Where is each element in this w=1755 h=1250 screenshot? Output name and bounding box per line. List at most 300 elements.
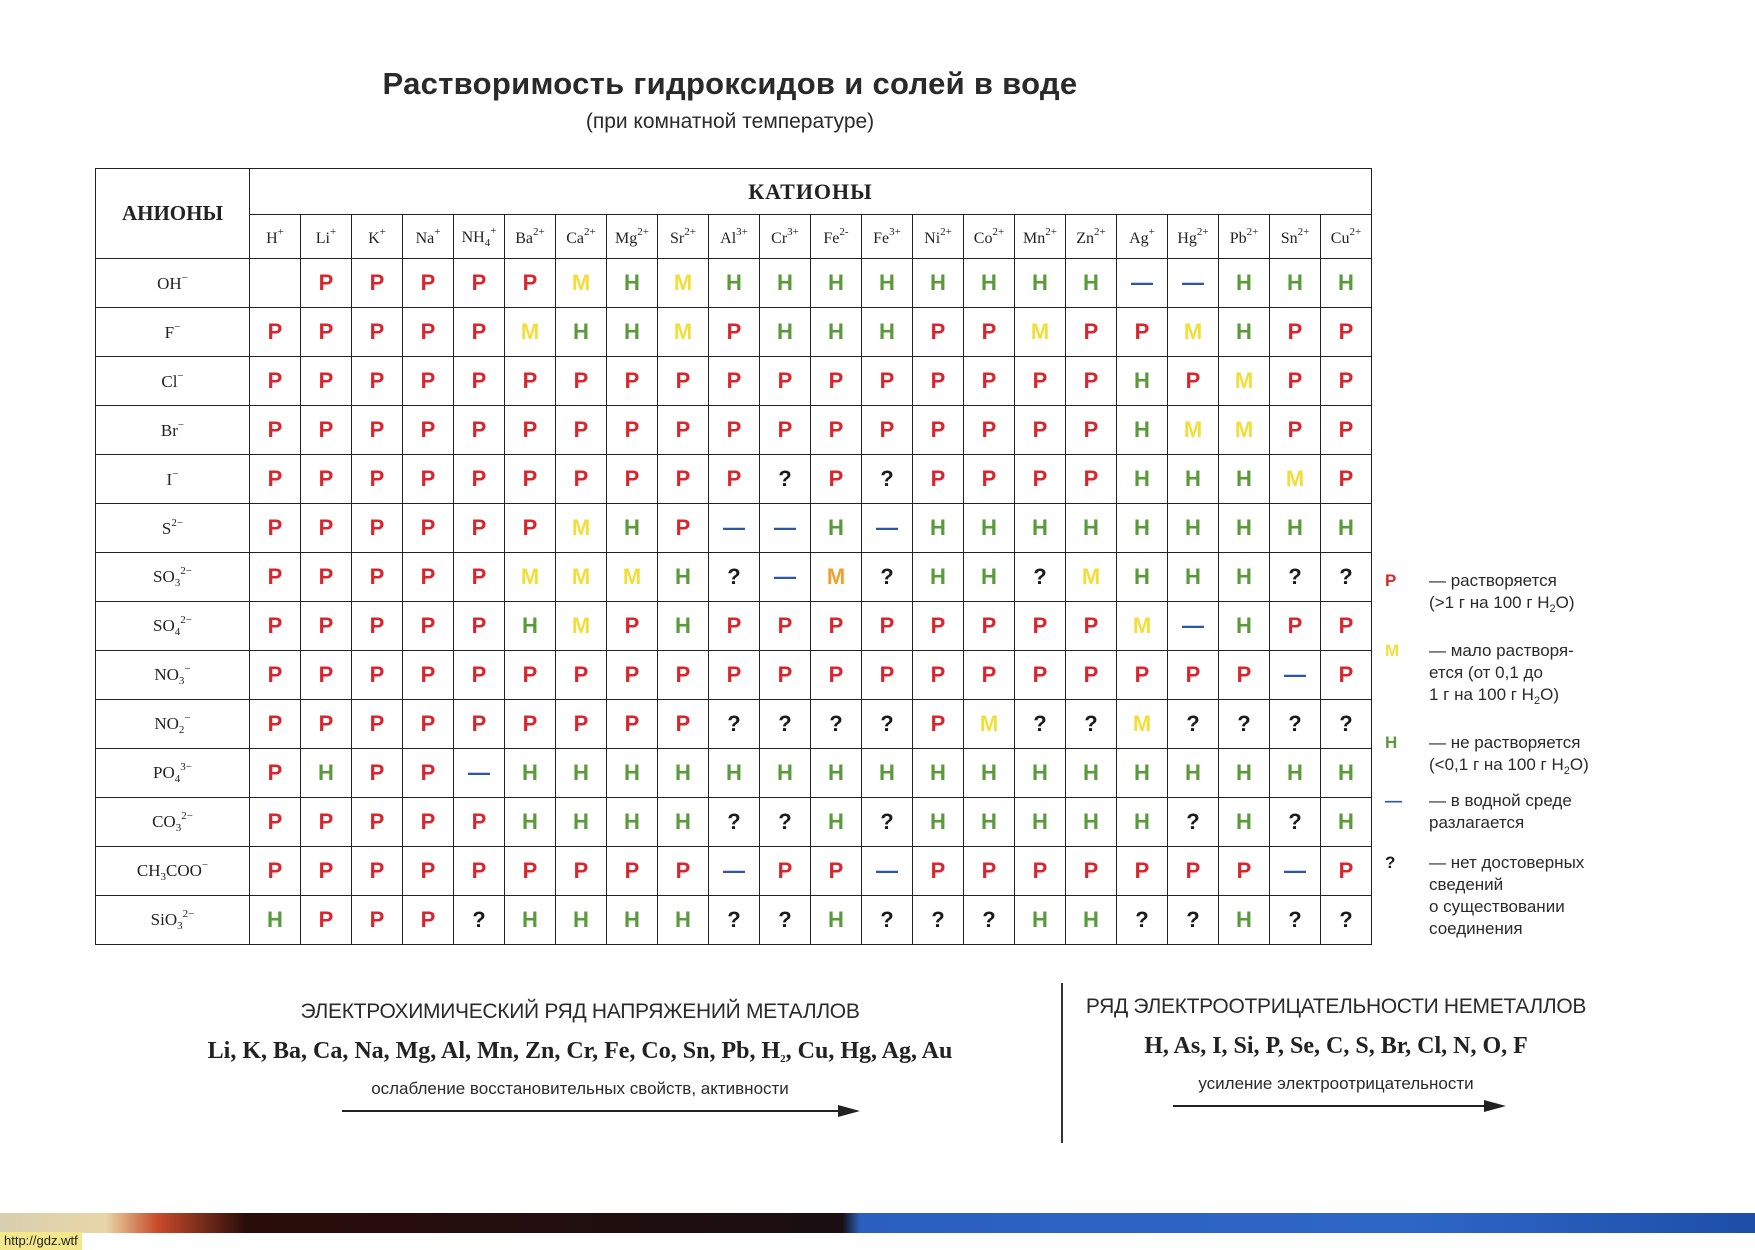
solubility-value: М <box>1234 368 1254 393</box>
cation-header <box>964 215 1015 259</box>
cation-symbol-base: Zn <box>1076 229 1095 247</box>
solubility-cell <box>862 504 913 553</box>
solubility-cell <box>709 602 760 651</box>
solubility-cell <box>1219 259 1270 308</box>
solubility-cell <box>913 406 964 455</box>
solubility-value: ? <box>1288 711 1302 736</box>
solubility-value: ? <box>727 564 741 589</box>
anion-cell <box>96 798 250 847</box>
solubility-value: Р <box>1185 662 1201 687</box>
solubility-cell <box>811 357 862 406</box>
solubility-value: Н <box>1032 270 1048 295</box>
solubility-cell <box>454 602 505 651</box>
solubility-value: Р <box>420 760 436 785</box>
anion-symbol-charge: 2− <box>182 908 195 920</box>
solubility-cell <box>250 749 301 798</box>
solubility-cell <box>403 455 454 504</box>
solubility-value: Р <box>369 466 385 491</box>
solubility-value: Р <box>267 858 283 883</box>
solubility-cell <box>1321 259 1372 308</box>
cation-header <box>505 215 556 259</box>
solubility-value: Р <box>318 613 334 638</box>
solubility-cell <box>505 798 556 847</box>
solubility-value: Р <box>930 613 946 638</box>
solubility-value: ? <box>778 466 792 491</box>
solubility-cell <box>811 504 862 553</box>
cation-symbol <box>771 226 799 248</box>
solubility-value: — <box>1284 858 1306 883</box>
solubility-cell <box>301 602 352 651</box>
solubility-value: Р <box>318 368 334 393</box>
table-row <box>96 798 1372 847</box>
solubility-value: Р <box>1134 858 1150 883</box>
solubility-value: Р <box>930 319 946 344</box>
solubility-value: Р <box>369 907 385 932</box>
solubility-cell <box>658 700 709 749</box>
solubility-value: Н <box>1083 515 1099 540</box>
solubility-cell <box>352 847 403 896</box>
solubility-cell <box>1015 749 1066 798</box>
cation-symbol-base: Al <box>720 229 737 247</box>
solubility-value: Р <box>267 515 283 540</box>
solubility-cell <box>250 553 301 602</box>
solubility-cell <box>1321 308 1372 357</box>
solubility-value: Р <box>1338 858 1354 883</box>
solubility-value: М <box>1234 417 1254 442</box>
solubility-cell <box>352 504 403 553</box>
solubility-value: Р <box>573 711 589 736</box>
solubility-cell <box>1168 455 1219 504</box>
solubility-cell <box>454 553 505 602</box>
solubility-value: ? <box>1135 907 1149 932</box>
solubility-value: Р <box>1083 858 1099 883</box>
solubility-value: Н <box>981 809 997 834</box>
solubility-cell <box>505 749 556 798</box>
solubility-value: Р <box>930 417 946 442</box>
cation-symbol-charge: 2+ <box>1045 225 1057 238</box>
page-subtitle: (при комнатной температуре) <box>585 110 875 133</box>
solubility-cell <box>760 357 811 406</box>
solubility-value: Р <box>675 711 691 736</box>
solubility-cell <box>454 651 505 700</box>
solubility-cell <box>1066 798 1117 847</box>
solubility-cell <box>1015 504 1066 553</box>
cation-symbol-charge: + <box>277 225 284 238</box>
solubility-value: М <box>571 515 591 540</box>
solubility-value: Р <box>369 760 385 785</box>
solubility-value: ? <box>880 907 894 932</box>
solubility-cell <box>760 798 811 847</box>
solubility-value: М <box>622 564 642 589</box>
legend-symbol: Р <box>1385 571 1397 590</box>
solubility-value: Р <box>675 368 691 393</box>
anion-symbol-subscript: 3 <box>178 675 185 687</box>
metals-series-part-a: Li, K, Ba, Ca, Na, Mg, Al, Mn, Zn, Cr, Fe, Co, Sn, Pb, H <box>207 1038 781 1064</box>
solubility-value: Н <box>930 809 946 834</box>
nonmetals-series: H, As, I, Si, P, Se, C, S, Br, Cl, N, O, F <box>1144 1033 1528 1059</box>
solubility-value: Р <box>471 270 487 295</box>
solubility-cell <box>1321 504 1372 553</box>
solubility-cell <box>709 847 760 896</box>
cation-symbol-base: Ni <box>924 229 941 247</box>
solubility-cell <box>709 700 760 749</box>
solubility-value: Р <box>1083 319 1099 344</box>
solubility-cell <box>556 749 607 798</box>
solubility-value: Н <box>1185 564 1201 589</box>
solubility-value: Р <box>675 858 691 883</box>
cation-header <box>658 215 709 259</box>
solubility-value: М <box>520 319 540 344</box>
solubility-value: Р <box>777 368 793 393</box>
solubility-value: Н <box>1083 809 1099 834</box>
anion-cell <box>96 896 250 945</box>
solubility-value: Р <box>726 319 742 344</box>
solubility-cell <box>352 259 403 308</box>
solubility-value: Р <box>318 515 334 540</box>
solubility-cell <box>1066 308 1117 357</box>
solubility-value: Р <box>981 368 997 393</box>
solubility-value: — <box>1182 270 1204 295</box>
solubility-value: Н <box>828 319 844 344</box>
solubility-cell <box>1015 700 1066 749</box>
anion-symbol <box>154 663 190 687</box>
solubility-cell <box>1321 406 1372 455</box>
legend-line-part: O) <box>1555 593 1575 612</box>
solubility-cell <box>760 406 811 455</box>
solubility-value: Р <box>471 564 487 589</box>
legend-subscript: 2 <box>1549 603 1556 615</box>
solubility-cell <box>1270 553 1321 602</box>
anion-cell <box>96 455 250 504</box>
solubility-cell <box>964 455 1015 504</box>
solubility-cell <box>1321 455 1372 504</box>
cation-symbol <box>515 226 545 248</box>
solubility-cell <box>607 504 658 553</box>
solubility-cell <box>811 749 862 798</box>
solubility-value: Н <box>1287 270 1303 295</box>
solubility-cell <box>1066 749 1117 798</box>
solubility-value: Н <box>879 270 895 295</box>
solubility-value: Р <box>522 711 538 736</box>
solubility-cell <box>760 896 811 945</box>
solubility-cell <box>403 357 454 406</box>
solubility-cell <box>1117 504 1168 553</box>
solubility-cell <box>709 798 760 847</box>
legend-line-part: о существовании <box>1429 897 1565 916</box>
solubility-cell <box>505 847 556 896</box>
anion-symbol-subscript: 3 <box>175 822 182 834</box>
solubility-value: Р <box>675 662 691 687</box>
solubility-cell <box>964 896 1015 945</box>
solubility-cell <box>250 455 301 504</box>
solubility-value: Н <box>1032 907 1048 932</box>
cation-header <box>352 215 403 259</box>
legend-line <box>1429 662 1635 684</box>
legend-line: — в водной среде <box>1429 791 1572 810</box>
solubility-value: Н <box>1338 270 1354 295</box>
solubility-cell <box>352 798 403 847</box>
solubility-cell <box>1270 749 1321 798</box>
solubility-cell <box>454 357 505 406</box>
cation-symbol-base: Mn <box>1023 229 1046 247</box>
solubility-value: Р <box>1134 319 1150 344</box>
solubility-cell <box>1168 798 1219 847</box>
solubility-value: Н <box>1236 270 1252 295</box>
solubility-value: ? <box>1288 809 1302 834</box>
solubility-value: ? <box>880 711 894 736</box>
solubility-value: Н <box>1236 907 1252 932</box>
solubility-cell <box>1015 455 1066 504</box>
legend-line: — мало растворя- <box>1429 641 1574 660</box>
solubility-value: М <box>1030 319 1050 344</box>
solubility-value: Р <box>318 711 334 736</box>
anion-symbol <box>153 614 192 638</box>
solubility-value: Н <box>573 760 589 785</box>
solubility-value: ? <box>1288 907 1302 932</box>
solubility-cell <box>913 700 964 749</box>
solubility-cell <box>505 896 556 945</box>
solubility-cell <box>811 847 862 896</box>
table-row <box>96 406 1372 455</box>
cation-symbol <box>368 226 386 248</box>
legend-line-part: (<0,1 г на 100 г H <box>1429 755 1564 774</box>
solubility-cell <box>505 553 556 602</box>
solubility-cell <box>760 504 811 553</box>
solubility-value: Р <box>624 858 640 883</box>
cation-header <box>709 215 760 259</box>
table-row <box>96 553 1372 602</box>
cation-symbol-charge: 2+ <box>1349 225 1362 238</box>
solubility-value: Р <box>420 613 436 638</box>
cation-symbol-base: Co <box>973 229 993 247</box>
solubility-cell <box>454 406 505 455</box>
solubility-cell <box>811 455 862 504</box>
solubility-value: Н <box>981 515 997 540</box>
solubility-value: Р <box>318 417 334 442</box>
solubility-value: ? <box>1033 711 1047 736</box>
cation-symbol-charge: 2+ <box>1297 225 1310 238</box>
solubility-value: — <box>723 515 745 540</box>
cation-symbol <box>1129 226 1155 248</box>
cation-symbol-charge: + <box>1148 225 1155 238</box>
solubility-value: Н <box>1236 760 1252 785</box>
solubility-cell <box>607 455 658 504</box>
solubility-cell <box>301 259 352 308</box>
legend-line-part: разлагается <box>1429 813 1525 832</box>
solubility-cell <box>607 308 658 357</box>
solubility-cell <box>709 504 760 553</box>
anion-symbol-base: SO <box>153 567 175 586</box>
solubility-cell <box>862 602 913 651</box>
cation-header <box>403 215 454 259</box>
cation-symbol-charge: + <box>434 225 441 238</box>
solubility-cell <box>862 749 913 798</box>
solubility-cell <box>1219 455 1270 504</box>
solubility-value: Н <box>522 613 538 638</box>
solubility-value: Н <box>1134 564 1150 589</box>
solubility-cell <box>403 308 454 357</box>
solubility-value: Н <box>675 907 691 932</box>
solubility-cell <box>403 651 454 700</box>
solubility-value: — <box>774 515 796 540</box>
solubility-cell <box>1321 602 1372 651</box>
solubility-cell <box>301 847 352 896</box>
cation-symbol-base: K <box>368 229 380 247</box>
cation-symbol-charge: 3+ <box>736 225 748 238</box>
legend-item <box>1385 732 1635 782</box>
solubility-value: Р <box>1032 368 1048 393</box>
legend-text <box>1385 640 1635 712</box>
solubility-cell <box>301 455 352 504</box>
anion-symbol-base: NO <box>154 665 179 684</box>
cation-symbol-charge: 2+ <box>992 225 1005 238</box>
solubility-value: Н <box>726 760 742 785</box>
solubility-value: М <box>979 711 999 736</box>
cation-symbol <box>416 226 441 248</box>
solubility-value: Н <box>879 319 895 344</box>
solubility-cell <box>658 357 709 406</box>
cation-header <box>760 215 811 259</box>
solubility-cell <box>454 259 505 308</box>
solubility-value: Р <box>1287 368 1303 393</box>
solubility-cell <box>913 357 964 406</box>
cation-symbol <box>1230 226 1259 248</box>
solubility-value: Р <box>1287 613 1303 638</box>
solubility-cell <box>862 406 913 455</box>
solubility-value: Р <box>624 662 640 687</box>
solubility-value: Р <box>624 417 640 442</box>
solubility-cell <box>454 455 505 504</box>
solubility-cell <box>1015 259 1066 308</box>
solubility-value: М <box>826 564 846 589</box>
solubility-value: Р <box>1083 662 1099 687</box>
solubility-value: Н <box>1287 515 1303 540</box>
cations-header: КАТИОНЫ <box>250 169 1372 215</box>
legend-line <box>1429 812 1635 834</box>
solubility-value: Р <box>930 858 946 883</box>
solubility-value: Р <box>1032 858 1048 883</box>
solubility-cell <box>556 651 607 700</box>
solubility-cell <box>1015 357 1066 406</box>
cation-symbol-base: Pb <box>1229 229 1247 247</box>
solubility-value: Р <box>726 466 742 491</box>
solubility-value: Р <box>267 466 283 491</box>
cation-symbol <box>1281 226 1310 248</box>
metals-series-section <box>110 1000 1050 1117</box>
solubility-value: Р <box>369 417 385 442</box>
solubility-cell <box>352 896 403 945</box>
solubility-cell <box>1270 259 1321 308</box>
solubility-value: Р <box>471 466 487 491</box>
solubility-value: Р <box>318 319 334 344</box>
solubility-cell <box>505 308 556 357</box>
solubility-value: Н <box>1134 515 1150 540</box>
cation-symbol <box>1076 226 1106 248</box>
solubility-cell <box>964 553 1015 602</box>
cation-symbol <box>462 225 497 249</box>
solubility-cell <box>403 700 454 749</box>
anion-symbol-subscript: 4 <box>174 773 181 785</box>
solubility-cell <box>1321 749 1372 798</box>
solubility-cell <box>250 847 301 896</box>
solubility-value: Н <box>1032 760 1048 785</box>
solubility-value: — <box>876 858 898 883</box>
solubility-value: Р <box>318 466 334 491</box>
solubility-value: Р <box>930 368 946 393</box>
anion-cell <box>96 553 250 602</box>
cation-header <box>454 215 505 259</box>
solubility-cell <box>352 700 403 749</box>
solubility-value: ? <box>829 711 843 736</box>
cation-symbol <box>720 226 748 248</box>
solubility-value: Н <box>828 270 844 295</box>
solubility-cell <box>1168 651 1219 700</box>
solubility-value: ? <box>1186 809 1200 834</box>
anion-symbol-base: CH <box>136 861 161 880</box>
solubility-cell <box>250 259 301 308</box>
metals-note: ослабление восстановительных свойств, активности <box>371 1079 789 1098</box>
solubility-value: Р <box>471 319 487 344</box>
solubility-cell <box>658 259 709 308</box>
anions-header: АНИОНЫ <box>96 169 250 259</box>
cation-symbol-base: Sn <box>1280 229 1298 247</box>
legend-line-part: сведений <box>1429 875 1504 894</box>
solubility-cell <box>760 700 811 749</box>
solubility-value: Р <box>369 809 385 834</box>
solubility-cell <box>862 896 913 945</box>
legend-item <box>1385 790 1635 834</box>
solubility-value: Р <box>828 662 844 687</box>
cation-symbol-base: Ca <box>566 229 585 247</box>
anion-symbol-charge: − <box>184 663 191 675</box>
cation-symbol <box>924 226 952 248</box>
anion-symbol-charge: − <box>177 419 185 431</box>
solubility-value: М <box>1183 319 1203 344</box>
anion-symbol <box>157 272 188 294</box>
solubility-value: Р <box>369 711 385 736</box>
anion-cell <box>96 847 250 896</box>
solubility-cell <box>505 602 556 651</box>
solubility-value: Н <box>522 907 538 932</box>
solubility-cell <box>1270 406 1321 455</box>
legend <box>1385 570 1635 940</box>
cation-header <box>811 215 862 259</box>
solubility-value: Р <box>777 662 793 687</box>
anion-symbol-subscript: 3 <box>174 577 181 589</box>
anion-symbol-base: SO <box>153 616 175 635</box>
solubility-value: Р <box>318 809 334 834</box>
solubility-value: Н <box>1236 613 1252 638</box>
anion-symbol-charge: − <box>174 321 181 333</box>
solubility-cell <box>1219 553 1270 602</box>
solubility-cell <box>862 357 913 406</box>
solubility-cell <box>1219 896 1270 945</box>
solubility-cell <box>913 259 964 308</box>
solubility-cell <box>250 602 301 651</box>
metals-arrow-icon <box>110 1105 1050 1117</box>
cation-header <box>1168 215 1219 259</box>
solubility-cell <box>250 504 301 553</box>
legend-line-part: O) <box>1569 755 1589 774</box>
solubility-cell <box>709 357 760 406</box>
cation-symbol-base: Cu <box>1330 229 1350 247</box>
cation-symbol-base: Sr <box>670 229 685 247</box>
solubility-cell <box>1168 602 1219 651</box>
anion-symbol-charge: 2− <box>181 810 193 822</box>
cation-symbol-charge: 3+ <box>787 225 799 238</box>
legend-line <box>1429 896 1635 918</box>
solubility-value: Н <box>1083 270 1099 295</box>
